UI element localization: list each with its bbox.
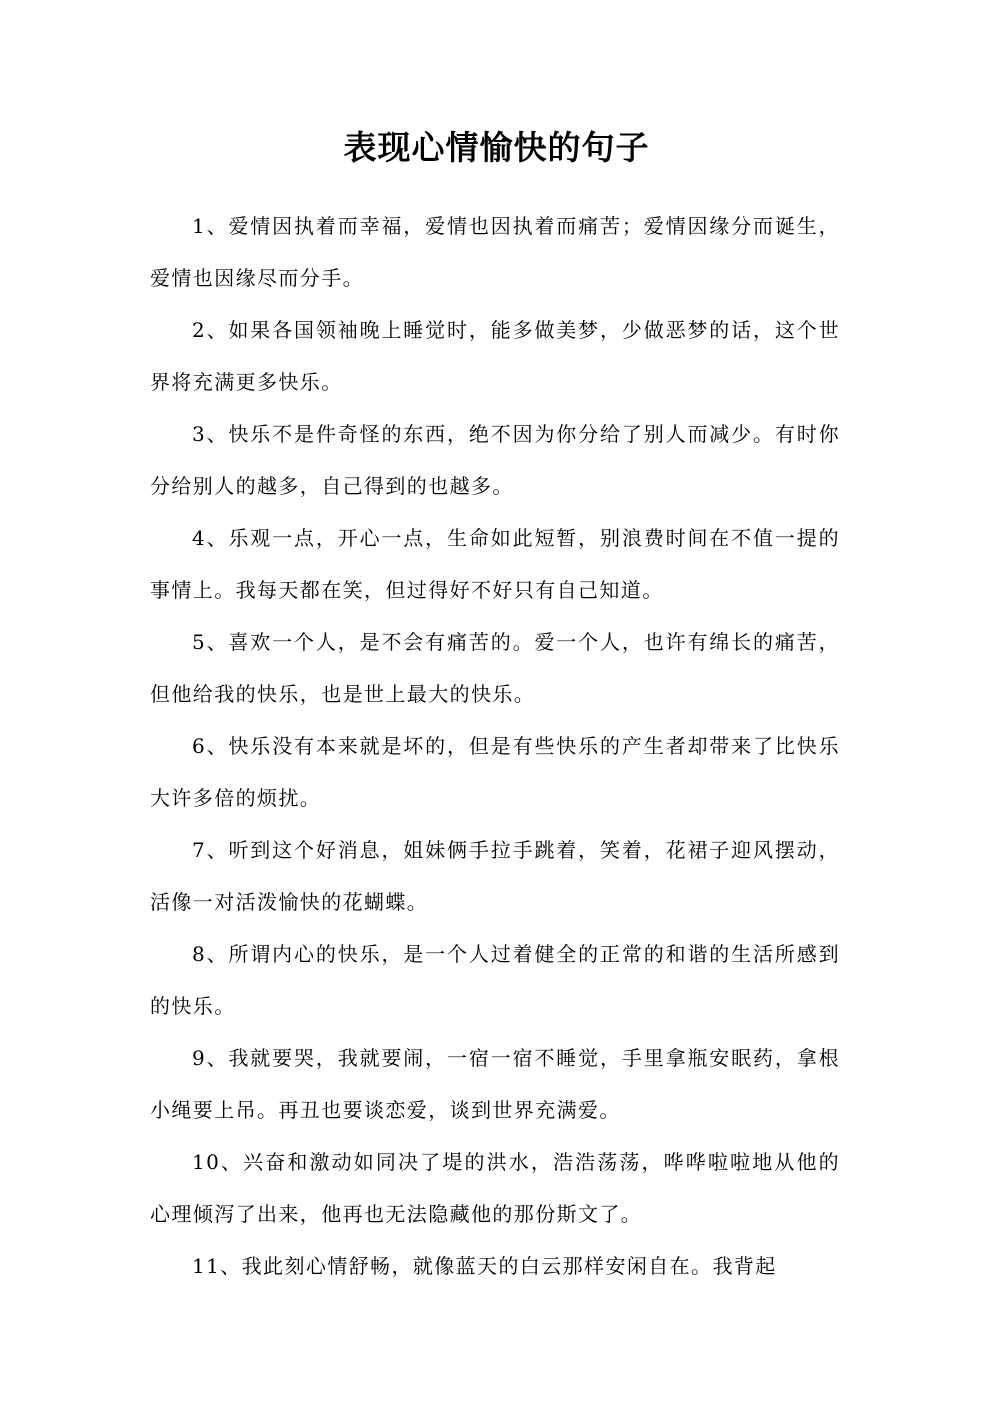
document-body xyxy=(150,200,840,1292)
paragraph-10: 10、兴奋和激动如同决了堤的洪水，浩浩荡荡，哗哗啦啦地从他的心理倾泻了出来，他再也无法隐藏他的那份斯文了。 xyxy=(150,1150,840,1226)
paragraph-9: 9、我就要哭，我就要闹，一宿一宿不睡觉，手里拿瓶安眠药，拿根小绳要上吊。再丑也要谈恋爱，谈到世界充满爱。 xyxy=(150,1046,840,1122)
document-title: 表现心情愉快的句子 xyxy=(343,128,650,167)
paragraph-6: 6、快乐没有本来就是坏的，但是有些快乐的产生者却带来了比快乐大许多倍的烦扰。 xyxy=(150,734,840,810)
paragraph-4: 4、乐观一点，开心一点，生命如此短暂，别浪费时间在不值一提的事情上。我每天都在笑，但过得好不好只有自己知道。 xyxy=(150,526,840,602)
paragraph-7: 7、听到这个好消息，姐妹俩手拉手跳着，笑着，花裙子迎风摆动，活像一对活泼愉快的花蝴蝶。 xyxy=(150,838,840,914)
paragraph-8: 8、所谓内心的快乐，是一个人过着健全的正常的和谐的生活所感到的快乐。 xyxy=(150,942,840,1018)
paragraph-5: 5、喜欢一个人，是不会有痛苦的。爱一个人，也许有绵长的痛苦，但他给我的快乐，也是世上最大的快乐。 xyxy=(150,630,840,706)
paragraph-11: 11、我此刻心情舒畅，就像蓝天的白云那样安闲自在。我背起 xyxy=(192,1254,777,1278)
paragraph-1: 1、爱情因执着而幸福，爱情也因执着而痛苦；爱情因缘分而诞生，爱情也因缘尽而分手。 xyxy=(150,214,840,290)
paragraph-2: 2、如果各国领袖晚上睡觉时，能多做美梦，少做恶梦的话，这个世界将充满更多快乐。 xyxy=(150,318,840,394)
paragraph-3: 3、快乐不是件奇怪的东西，绝不因为你分给了别人而减少。有时你分给别人的越多，自己得到的也越多。 xyxy=(150,422,840,498)
